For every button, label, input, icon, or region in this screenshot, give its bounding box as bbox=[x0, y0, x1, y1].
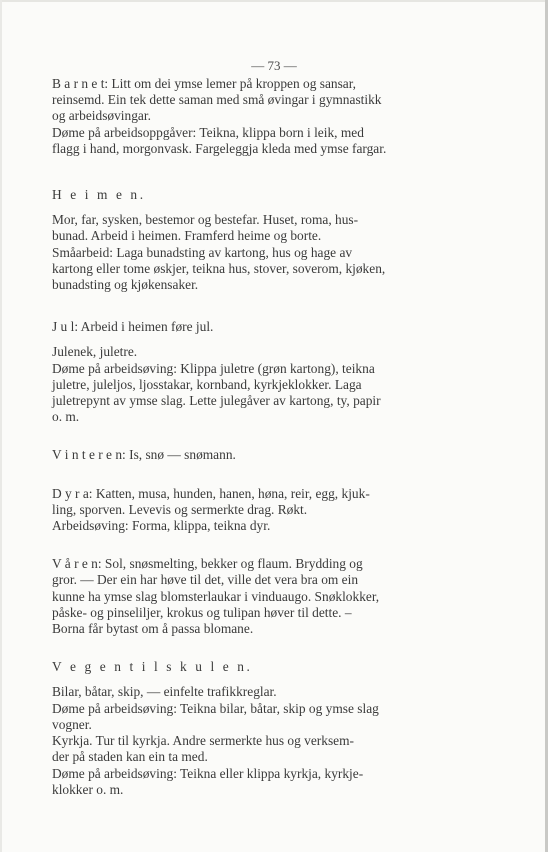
text-line: Kyrkja. Tur til kyrkja. Andre sermerkte hus og verksem- bbox=[52, 733, 354, 749]
text-line: Bilar, båtar, skip, — einfelte trafikkreglar. bbox=[52, 684, 277, 700]
section-barnet bbox=[52, 76, 458, 157]
text-line: Døme på arbeidsoppgåver: Teikna, klippa born i leik, med bbox=[52, 124, 364, 140]
page-number: — 73 — bbox=[251, 58, 297, 73]
section-jul bbox=[52, 319, 458, 425]
text-line: Døme på arbeidsøving: Teikna bilar, båtar, skip og ymse slag bbox=[52, 700, 379, 716]
section-heading: V e g e n t i l s k u l e n. bbox=[52, 659, 253, 675]
text-line: klokker o. m. bbox=[52, 781, 124, 797]
text-line: Døme på arbeidsøving: Klippa juletre (grøn kartong), teikna bbox=[52, 360, 375, 376]
text-line: D y r a: Katten, musa, hunden, hanen, høna, reir, egg, kjuk- bbox=[52, 485, 370, 501]
vegen-paragraph bbox=[52, 684, 458, 797]
text-line: gror. — Der ein har høve til det, ville det vera bra om ein bbox=[52, 572, 359, 588]
text-line: Døme på arbeidsøving: Teikna eller klippa kyrkja, kyrkje- bbox=[52, 765, 364, 781]
text-line: V i n t e r e n: Is, snø — snømann. bbox=[52, 447, 236, 463]
section-dyra bbox=[52, 486, 458, 535]
text-line: V å r e n: Sol, snøsmelting, bekker og flaum. Brydding og bbox=[52, 556, 363, 572]
section-vegen bbox=[52, 659, 458, 798]
text-line: Borna får bytast om å passa blomane. bbox=[52, 621, 254, 637]
text-line: ling, sporven. Levevis og sermerkte drag. Røkt. bbox=[52, 501, 308, 517]
text-line: flagg i hand, morgonvask. Fargeleggja kleda med ymse fargar. bbox=[52, 140, 387, 156]
text-line: kunne ha ymse slag blomsterlaukar i vinduaugo. Snøklokker, bbox=[52, 588, 380, 604]
section-vaaren bbox=[52, 556, 458, 637]
text-line: bunadsting og kjøkensaker. bbox=[52, 277, 199, 293]
text-line: juletre, juleljos, ljosstakar, kornband, kyrkjeklokker. Laga bbox=[52, 376, 362, 392]
page-edge-top bbox=[0, 0, 548, 2]
vaaren-paragraph bbox=[52, 556, 458, 637]
text-line: og arbeidsøvingar. bbox=[52, 108, 151, 124]
text-line: o. m. bbox=[52, 409, 80, 425]
text-line: B a r n e t: Litt om dei ymse lemer på kroppen og sansar, bbox=[52, 76, 357, 91]
text-line: Arbeidsøving: Forma, klippa, teikna dyr. bbox=[52, 518, 271, 534]
text-line: påske- og pinseliljer, krokus og tulipan høver til dette. – bbox=[52, 604, 352, 620]
text-line: juletrepynt av ymse slag. Lette julegåver av kartong, ty, papir bbox=[52, 393, 381, 409]
section-heimen bbox=[52, 187, 458, 293]
text-line: Småarbeid: Laga bunadsting av kartong, hus og hage av bbox=[52, 244, 353, 260]
text-line: der på staden kan ein ta med. bbox=[52, 749, 208, 765]
jul-paragraph bbox=[52, 319, 458, 425]
page-body bbox=[52, 76, 458, 820]
section-heading: H e i m e n. bbox=[52, 187, 146, 203]
dyra-paragraph bbox=[52, 486, 458, 535]
text-line: reinsemd. Ein tek dette saman med små øvingar i gymnastikk bbox=[52, 92, 382, 108]
text-line: vogner. bbox=[52, 716, 92, 732]
section-vinteren bbox=[52, 447, 458, 463]
text-line: J u l: Arbeid i heimen føre jul. bbox=[52, 319, 214, 335]
text-line: bunad. Arbeid i heimen. Framferd heime og borte. bbox=[52, 228, 322, 244]
text-line: Julenek, juletre. bbox=[52, 344, 138, 360]
page-edge-left bbox=[0, 0, 2, 852]
vinteren-paragraph bbox=[52, 447, 458, 463]
barnet-paragraph bbox=[52, 76, 458, 157]
text-line: Mor, far, sysken, bestemor og bestefar. Huset, roma, hus- bbox=[52, 212, 359, 228]
text-line: kartong eller tome øskjer, teikna hus, stover, soverom, kjøken, bbox=[52, 260, 386, 276]
heimen-paragraph bbox=[52, 212, 458, 293]
